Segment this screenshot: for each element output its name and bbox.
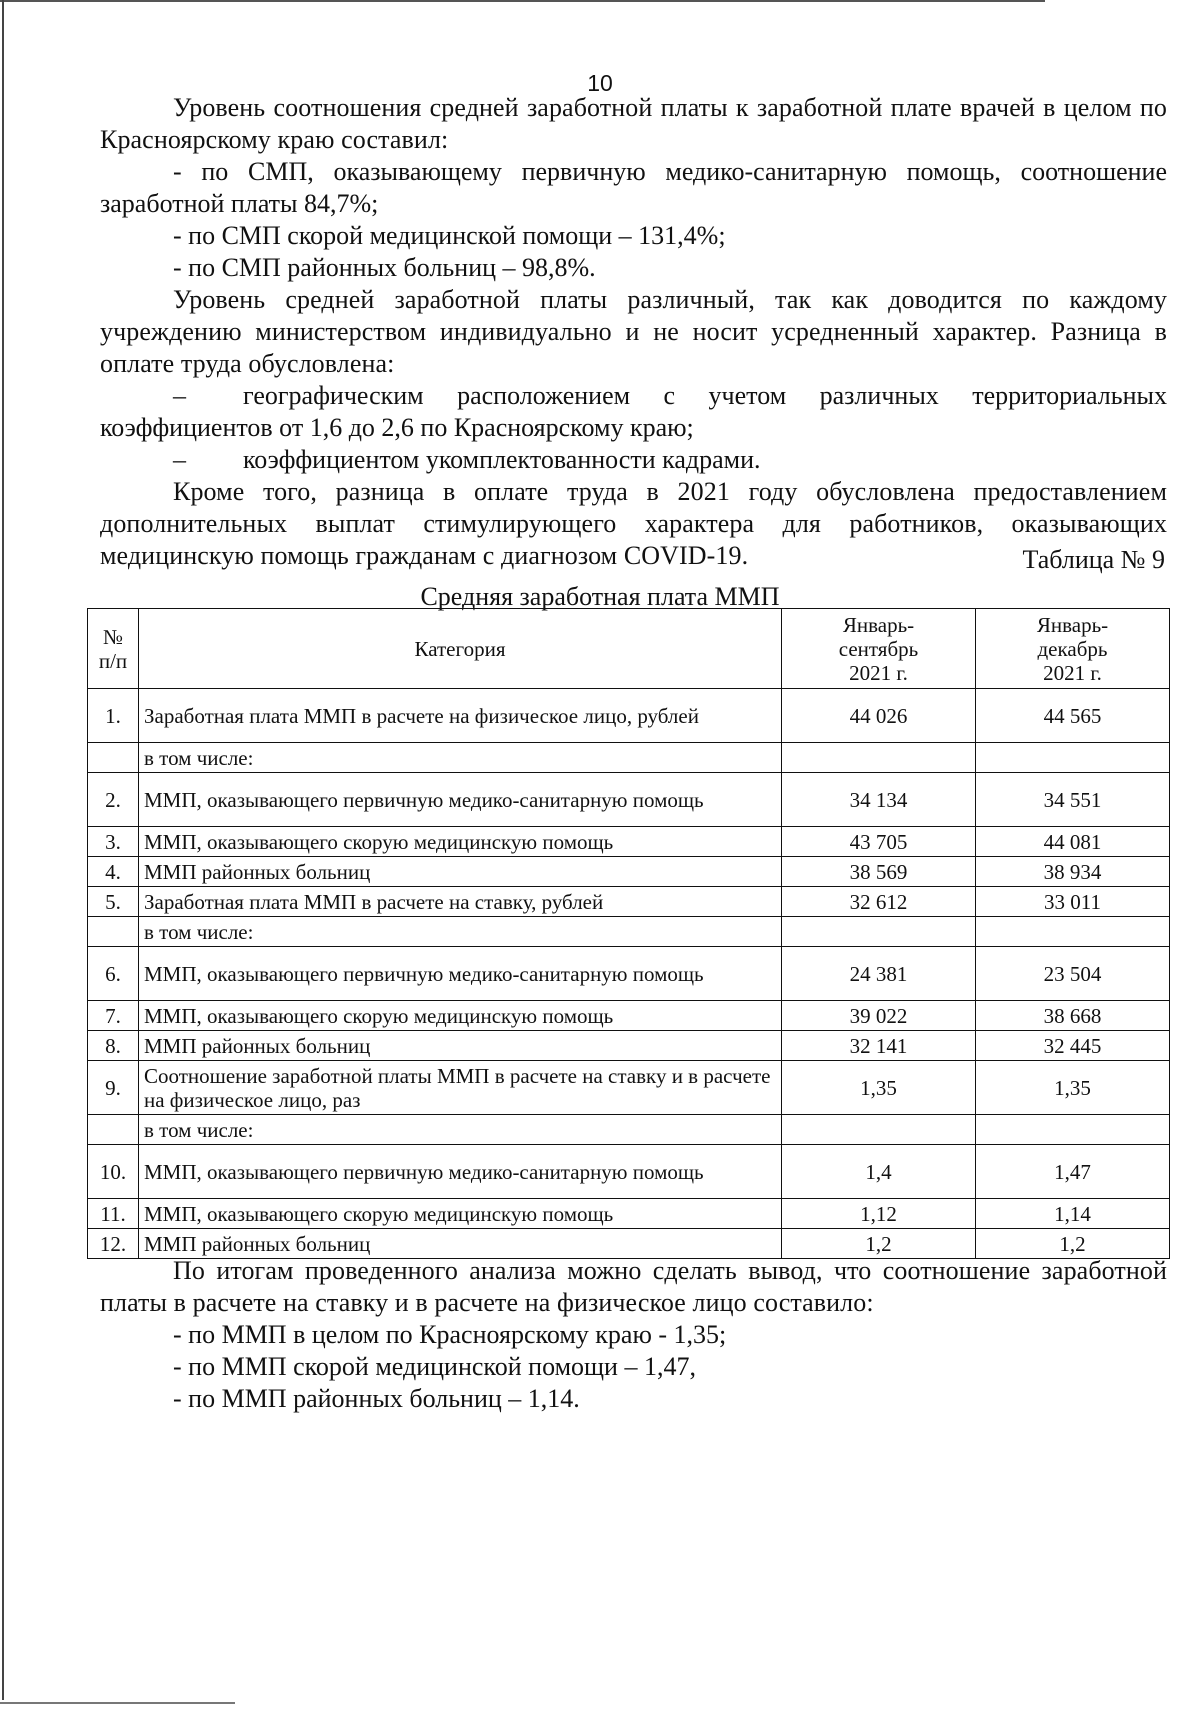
dash-marker: – xyxy=(173,445,186,474)
table-row xyxy=(88,1145,1170,1199)
row-value-jan-sep: 39 022 xyxy=(782,1001,976,1031)
conclusion-item-1: - по ММП в целом по Красноярскому краю - 1,35; xyxy=(173,1320,727,1349)
row-value-jan-sep: 1,12 xyxy=(782,1199,976,1229)
table-row xyxy=(88,887,1170,917)
row-number: 6. xyxy=(88,947,139,1001)
row-value-jan-sep: 32 141 xyxy=(782,1031,976,1061)
salary-table xyxy=(87,608,1170,1259)
row-category: Соотношение заработной платы ММП в расчете на ставку и в расчете на физическое лицо, раз xyxy=(139,1061,782,1115)
table-row xyxy=(88,827,1170,857)
row-value-jan-sep: 24 381 xyxy=(782,947,976,1001)
table-row xyxy=(88,773,1170,827)
row-value-jan-sep: 44 026 xyxy=(782,689,976,743)
table-row xyxy=(88,1031,1170,1061)
table-title: Средняя заработная плата ММП xyxy=(420,582,780,611)
table-header-row xyxy=(88,609,1170,689)
intro-paragraph-2: Уровень средней заработной платы различный, так как доводится по каждому учреждению министерством индивидуально и не носит усредненный характер. Разница в оплате труда обусловлена: xyxy=(100,285,1167,378)
row-value-jan-dec: 38 934 xyxy=(976,857,1170,887)
row-value-jan-dec: 1,14 xyxy=(976,1199,1170,1229)
dash-item-2 xyxy=(100,444,1167,476)
row-value-jan-sep: 43 705 xyxy=(782,827,976,857)
row-value-jan-dec xyxy=(976,917,1170,947)
row-number: 4. xyxy=(88,857,139,887)
row-value-jan-dec xyxy=(976,743,1170,773)
intro-item-3: - по СМП районных больниц – 98,8%. xyxy=(173,253,596,282)
row-category: ММП районных больниц xyxy=(139,857,782,887)
dash-item-1-line2: коэффициентов от 1,6 до 2,6 по Красноярскому краю; xyxy=(100,413,694,442)
table-row xyxy=(88,857,1170,887)
row-number: 3. xyxy=(88,827,139,857)
scan-border-top xyxy=(0,0,1045,2)
row-value-jan-sep: 1,4 xyxy=(782,1145,976,1199)
row-value-jan-sep xyxy=(782,743,976,773)
header-col2-line2: декабрь xyxy=(1037,636,1108,661)
row-category: в том числе: xyxy=(139,917,782,947)
row-value-jan-sep: 1,35 xyxy=(782,1061,976,1115)
row-category: ММП, оказывающего скорую медицинскую помощь xyxy=(139,1001,782,1031)
dash-item-1-text: географическим расположением с учетом различных территориальных xyxy=(243,381,1167,410)
row-value-jan-sep xyxy=(782,1115,976,1145)
table-number-label: Таблица № 9 xyxy=(1022,545,1165,574)
row-value-jan-dec: 1,47 xyxy=(976,1145,1170,1199)
row-number: 5. xyxy=(88,887,139,917)
conclusion-section xyxy=(100,1255,1167,1415)
conclusion-item-3: - по ММП районных больниц – 1,14. xyxy=(173,1384,580,1413)
row-number: 7. xyxy=(88,1001,139,1031)
dash-item-1-line1 xyxy=(100,380,1167,412)
row-number xyxy=(88,917,139,947)
page-number: 10 xyxy=(587,70,613,96)
row-number xyxy=(88,743,139,773)
header-col1-line1: Январь- xyxy=(842,612,915,637)
row-number: 10. xyxy=(88,1145,139,1199)
row-value-jan-dec: 23 504 xyxy=(976,947,1170,1001)
row-category: ММП, оказывающего первичную медико-санитарную помощь xyxy=(139,773,782,827)
row-number: 12. xyxy=(88,1229,139,1259)
row-value-jan-dec: 44 565 xyxy=(976,689,1170,743)
row-category: ММП, оказывающего первичную медико-санитарную помощь xyxy=(139,1145,782,1199)
row-number xyxy=(88,1115,139,1145)
header-col2 xyxy=(976,609,1170,689)
table-row xyxy=(88,1229,1170,1259)
intro-paragraph-1: Уровень соотношения средней заработной платы к заработной плате врачей в целом по Красноярскому краю составил: xyxy=(100,93,1167,154)
dash-marker: – xyxy=(173,381,186,410)
header-col2-line1: Январь- xyxy=(1036,612,1109,637)
row-category: ММП, оказывающего первичную медико-санитарную помощь xyxy=(139,947,782,1001)
scan-border-left xyxy=(2,0,4,1700)
table-row xyxy=(88,689,1170,743)
row-category: в том числе: xyxy=(139,743,782,773)
header-category: Категория xyxy=(139,609,782,689)
row-category: ММП районных больниц xyxy=(139,1031,782,1061)
row-value-jan-dec: 44 081 xyxy=(976,827,1170,857)
header-num-label: № п/п xyxy=(98,624,128,673)
row-number: 1. xyxy=(88,689,139,743)
row-value-jan-sep: 32 612 xyxy=(782,887,976,917)
table-row xyxy=(88,1115,1170,1145)
intro-item-2: - по СМП скорой медицинской помощи – 131,4%; xyxy=(173,221,726,250)
table-row xyxy=(88,917,1170,947)
row-category: в том числе: xyxy=(139,1115,782,1145)
header-col2-line3: 2021 г. xyxy=(1043,660,1102,685)
row-value-jan-dec: 33 011 xyxy=(976,887,1170,917)
row-category: Заработная плата ММП в расчете на физическое лицо, рублей xyxy=(139,689,782,743)
conclusion-item-2: - по ММП скорой медицинской помощи – 1,47, xyxy=(173,1352,696,1381)
row-number: 9. xyxy=(88,1061,139,1115)
row-value-jan-dec: 1,2 xyxy=(976,1229,1170,1259)
table-row xyxy=(88,1199,1170,1229)
row-category: Заработная плата ММП в расчете на ставку, рублей xyxy=(139,887,782,917)
header-col1-line3: 2021 г. xyxy=(849,660,908,685)
intro-section xyxy=(100,92,1167,572)
row-value-jan-dec xyxy=(976,1115,1170,1145)
row-category: ММП, оказывающего скорую медицинскую помощь xyxy=(139,827,782,857)
intro-paragraph-3: Кроме того, разница в оплате труда в 2021 году обусловлена предоставлением дополнительных выплат стимулирующего характера для работников, оказывающих медицинскую помощь гражданам с диагнозом COVID-19. xyxy=(100,477,1167,570)
header-col1 xyxy=(782,609,976,689)
row-number: 8. xyxy=(88,1031,139,1061)
table-body xyxy=(88,689,1170,1259)
table-row xyxy=(88,947,1170,1001)
row-value-jan-dec: 32 445 xyxy=(976,1031,1170,1061)
row-value-jan-sep: 1,2 xyxy=(782,1229,976,1259)
row-value-jan-dec: 1,35 xyxy=(976,1061,1170,1115)
table-row xyxy=(88,1061,1170,1115)
scan-border-bottom xyxy=(0,1702,235,1704)
row-category: ММП, оказывающего скорую медицинскую помощь xyxy=(139,1199,782,1229)
table-row xyxy=(88,1001,1170,1031)
conclusion-paragraph: По итогам проведенного анализа можно сделать вывод, что соотношение заработной платы в расчете на ставку и в расчете на физическое лицо составило: xyxy=(100,1256,1167,1317)
row-value-jan-sep xyxy=(782,917,976,947)
table-row xyxy=(88,743,1170,773)
row-value-jan-sep: 38 569 xyxy=(782,857,976,887)
row-category: ММП районных больниц xyxy=(139,1229,782,1259)
row-number: 11. xyxy=(88,1199,139,1229)
dash-item-2-text: коэффициентом укомплектованности кадрами. xyxy=(243,445,761,474)
row-value-jan-dec: 38 668 xyxy=(976,1001,1170,1031)
header-num xyxy=(88,609,139,689)
intro-item-1-line1: - по СМП, оказывающему первичную медико-санитарную помощь, соотношение xyxy=(173,157,1167,186)
intro-item-1-line2: заработной платы 84,7%; xyxy=(100,189,379,218)
row-number: 2. xyxy=(88,773,139,827)
row-value-jan-dec: 34 551 xyxy=(976,773,1170,827)
header-col1-line2: сентябрь xyxy=(838,636,919,661)
row-value-jan-sep: 34 134 xyxy=(782,773,976,827)
